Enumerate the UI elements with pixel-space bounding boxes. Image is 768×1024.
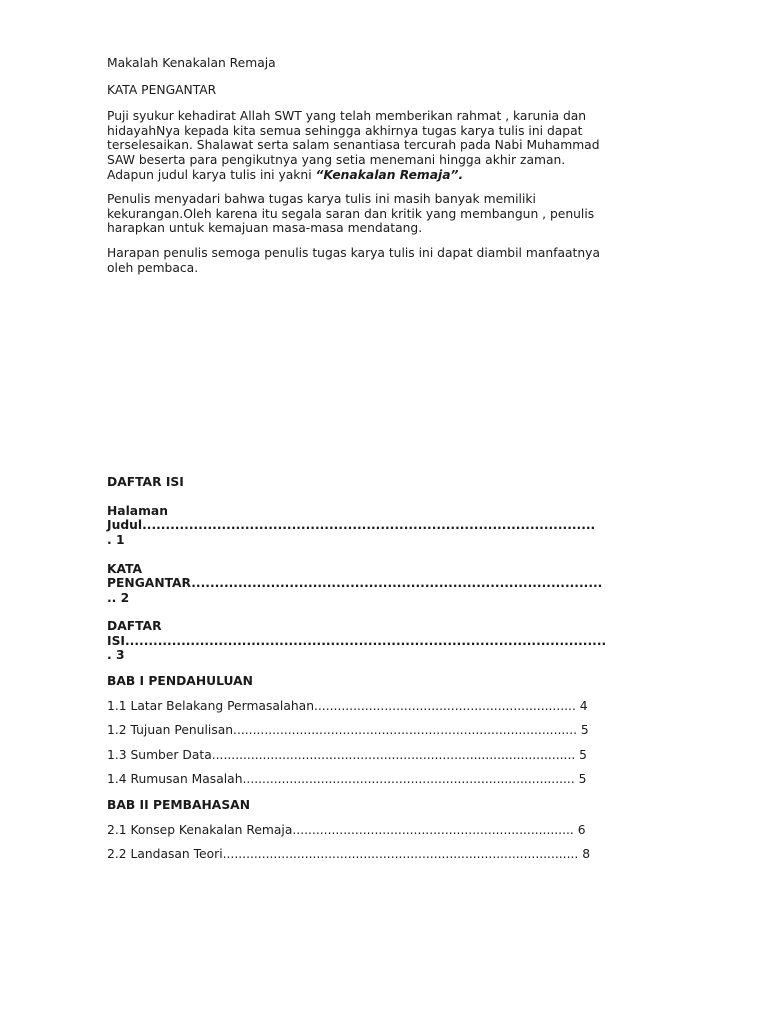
toc-entry-kata-pengantar [107,562,677,606]
toc-entry-line: KATA [107,561,143,576]
paragraph-line: Puji syukur kehadirat Allah SWT yang telah memberikan rahmat , karunia dan [107,109,587,124]
paragraph-line: Penulis menyadari bahwa tugas karya tulis ini masih banyak memiliki [107,192,536,207]
bab-2-heading: BAB II PEMBAHASAN [107,798,250,813]
toc-entry-1-3: 1.3 Sumber Data............................................................................................. 5 [107,747,587,762]
toc-entry-2-2: 2.2 Landasan Teori........................................................................................... 8 [107,847,591,862]
toc-entry-page: . 1 [107,532,125,547]
paragraph-line [107,168,677,183]
toc-entry-1-2: 1.2 Tujuan Penulisan........................................................................................ 5 [107,723,589,738]
paragraph-line: oleh pembaca. [107,260,199,275]
toc-entry-2-1: 2.1 Konsep Kenakalan Remaja........................................................................ 6 [107,822,586,837]
toc-entry-page: .. 2 [107,590,130,605]
bab-1-heading: BAB I PENDAHULUAN [107,674,253,689]
toc-entry-leader: ISI....................................................................................................... [107,633,607,648]
kata-pengantar-heading: KATA PENGANTAR [107,82,217,97]
toc-entry-halaman-judul [107,504,677,548]
toc-entry-1-1: 1.1 Latar Belakang Permasalahan................................................................... 4 [107,698,588,713]
paragraph-line: kekurangan.Oleh karena itu segala saran dan kritik yang membangun , penulis [107,206,595,221]
toc-entry-line: DAFTAR [107,619,162,634]
paragraph-line: Harapan penulis semoga penulis tugas karya tulis ini dapat diambil manfaatnya [107,245,600,260]
toc-entry-page: . 3 [107,648,125,663]
paragraph-line: SAW beserta para pengikutnya yang setia menemani hingga akhir zaman. [107,152,566,167]
toc-entry-leader: Judul................................................................................................. [107,518,596,533]
toc-entry-leader: PENGANTAR........................................................................................ [107,576,603,591]
toc-entry-daftar-isi [107,619,677,663]
daftar-isi-heading: DAFTAR ISI [107,475,184,490]
kata-pengantar-paragraph-2 [107,192,677,236]
document-page [107,48,677,862]
title-intro-text: Adapun judul karya tulis ini yakni [107,167,316,182]
paragraph-line: terselesaikan. Shalawat serta salam senantiasa tercurah pada Nabi Muhammad [107,138,600,153]
page-gap [107,275,677,463]
toc-entry-line: Halaman [107,503,168,518]
document-title: Makalah Kenakalan Remaja [107,56,276,70]
kata-pengantar-paragraph-3 [107,246,677,275]
toc-entry-1-4: 1.4 Rumusan Masalah..................................................................................... 5 [107,772,587,787]
paragraph-line: hidayahNya kepada kita semua sehingga akhirnya tugas karya tulis ini dapat [107,123,583,138]
kata-pengantar-paragraph-1 [107,109,677,182]
title-emphasis: “Kenakalan Remaja”. [315,167,464,182]
paragraph-line: harapkan untuk kemajuan masa-masa mendatang. [107,221,423,236]
